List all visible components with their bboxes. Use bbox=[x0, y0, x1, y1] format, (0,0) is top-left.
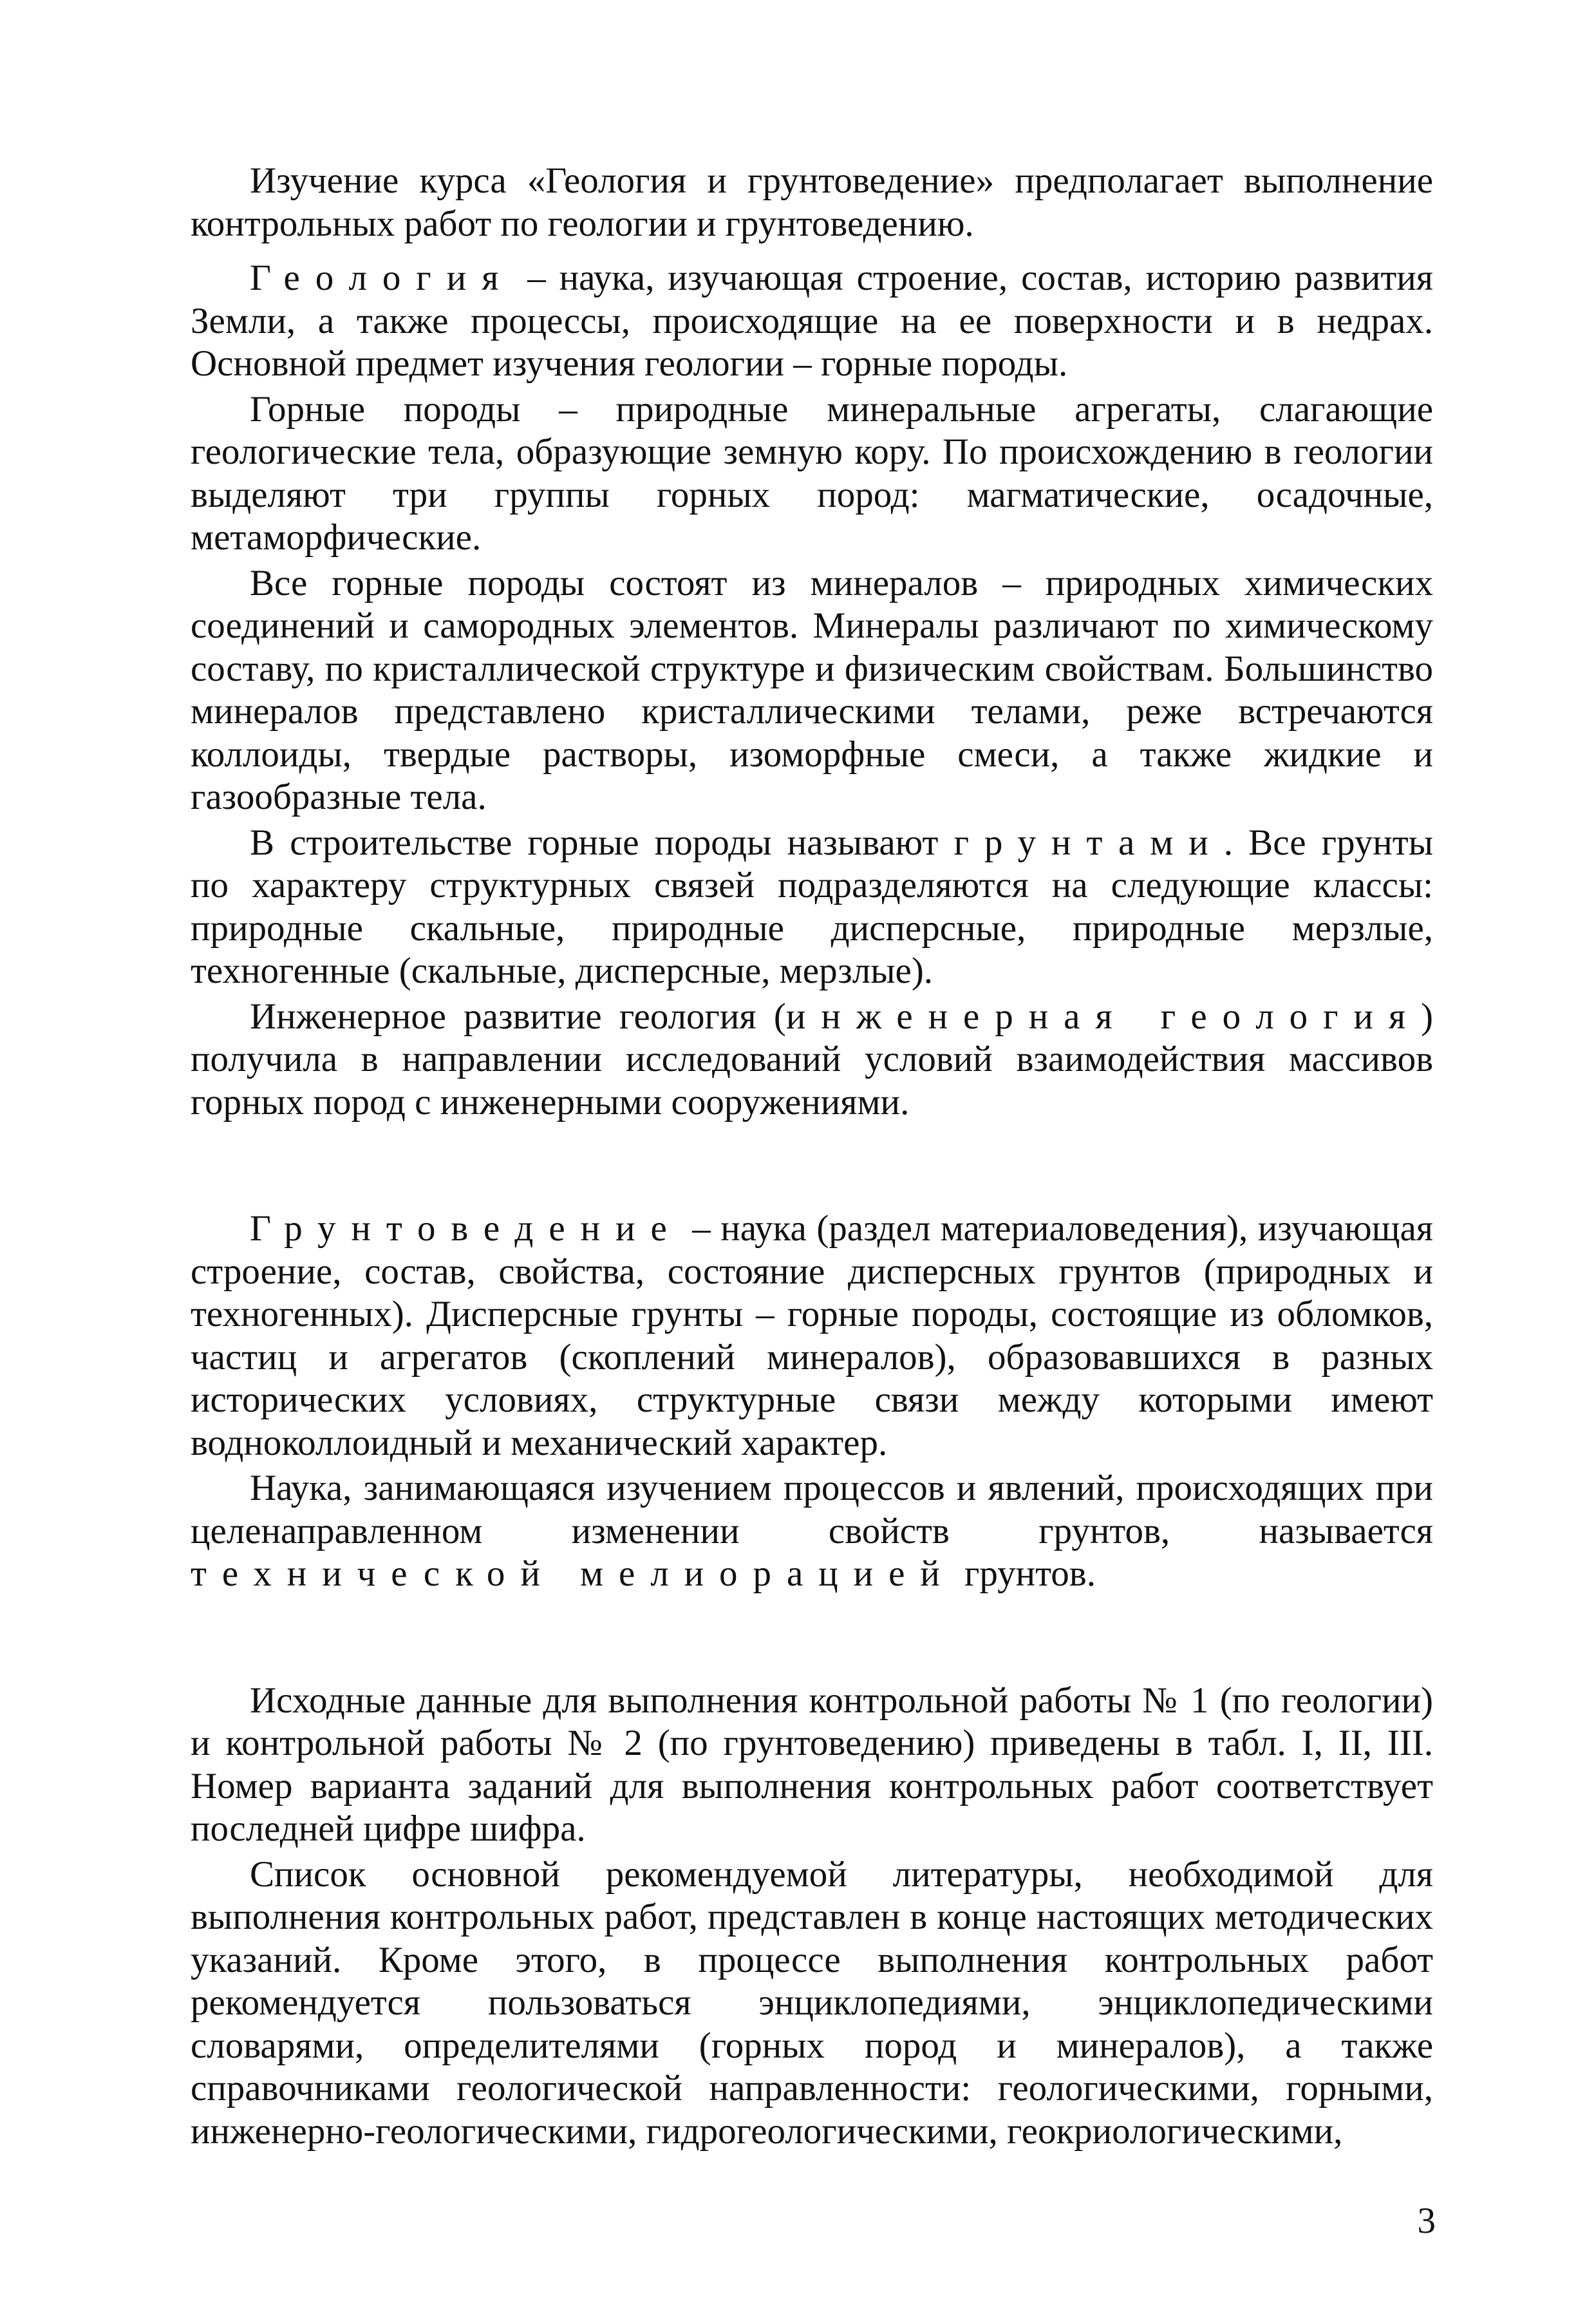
paragraph-source-data bbox=[191, 1680, 1433, 1851]
paragraph-intro bbox=[191, 160, 1433, 245]
paragraph-text-before: Инженерное развитие геология ( bbox=[250, 996, 786, 1037]
paragraph-text: Все горные породы состоят из минералов – природных химических соединений и самородных элементов. Минералы различают по химическому составу, по кристаллической структуре и физическим свойствам. Большинство минералов представлено кристаллическими телами, реже встречаются коллоиды, твердые растворы, изоморфные смеси, а также жидкие и газообразные тела. bbox=[191, 562, 1433, 817]
spaced-term-geology: Геология bbox=[250, 258, 514, 298]
paragraph-text-after: грунтов. bbox=[955, 1553, 1096, 1594]
page-number: 3 bbox=[1417, 2201, 1436, 2241]
paragraph-text: – наука (раздел материаловедения), изучающая строение, состав, свойства, состояние дисперсных грунтов (природных и техногенных). Дисперсные грунты – горные породы, состоящие из обломков, частиц и агрегатов (скоплений минералов), образовавшихся в разных исторических условиях, структурные связи между которыми имеют водноколлоидный и механический характер. bbox=[191, 1208, 1433, 1463]
paragraph-technical-melioration bbox=[191, 1467, 1433, 1596]
paragraph-text-after: . Все грунты по характеру структурных связей подразделяются на следующие классы: природные скальные, природные дисперсные, природные мерзлые, техногенные (скальные, дисперсные, мерзлые). bbox=[191, 822, 1434, 991]
paragraph-text: Исходные данные для выполнения контрольной работы № 1 (по геологии) и контрольной работы № 2 (по грунтоведению) приведены в табл. I, II, III. Номер варианта заданий для выполнения контрольных работ соответствует последней цифре шифра. bbox=[191, 1680, 1433, 1849]
paragraph-text-before: В строительстве горные породы называют bbox=[250, 822, 954, 863]
spaced-term-soils: грунтами bbox=[953, 822, 1224, 863]
spaced-term-soil-science: Грунтоведение bbox=[250, 1208, 682, 1249]
paragraph-rocks-definition bbox=[191, 388, 1433, 560]
paragraph-soils bbox=[191, 822, 1433, 993]
paragraph-text: Горные породы – природные минеральные агрегаты, слагающие геологические тела, образующие земную кору. По происхождению в геологии выделяют три группы горных пород: магматические, осадочные, метаморфические. bbox=[191, 388, 1433, 558]
paragraph-minerals bbox=[191, 562, 1433, 819]
paragraph-soil-science-definition bbox=[191, 1208, 1433, 1464]
paragraph-text: – наука, изучающая строение, состав, историю развития Земли, а также процессы, происходящие на ее поверхности и в недрах. Основной предмет изучения геологии – горные породы. bbox=[191, 258, 1433, 384]
document-body bbox=[191, 160, 1433, 2153]
spaced-term-technical-melioration: технической мелиорацией bbox=[191, 1553, 955, 1594]
paragraph-text: Список основной рекомендуемой литературы, необходимой для выполнения контрольных работ, представлен в конце настоящих методических указаний. Кроме этого, в процессе выполнения контрольных работ рекомендуется пользоваться энциклопедиями, энциклопедическими словарями, определителями (горных пород и минералов), а также справочниками геологической направленности: геологическими, горными, инженерно-геологическими, гидрогеологическими, геокриологическими, bbox=[191, 1853, 1433, 2152]
paragraph-text-after: ) получила в направлении исследований условий взаимодействия массивов горных пород с инженерными сооружениями. bbox=[191, 996, 1433, 1123]
paragraph-geology-definition bbox=[191, 257, 1433, 386]
paragraph-text: Изучение курса «Геология и грунтоведение» предполагает выполнение контрольных работ по геологии и грунтоведению. bbox=[191, 160, 1433, 244]
spaced-term-engineering-geology: инженерная геология bbox=[785, 996, 1422, 1037]
paragraph-literature bbox=[191, 1853, 1433, 2154]
paragraph-engineering-geology bbox=[191, 996, 1433, 1124]
paragraph-text-before: Наука, занимающаяся изучением процессов и явлений, происходящих при целенаправленном изменении свойств грунтов, называется bbox=[191, 1468, 1433, 1551]
